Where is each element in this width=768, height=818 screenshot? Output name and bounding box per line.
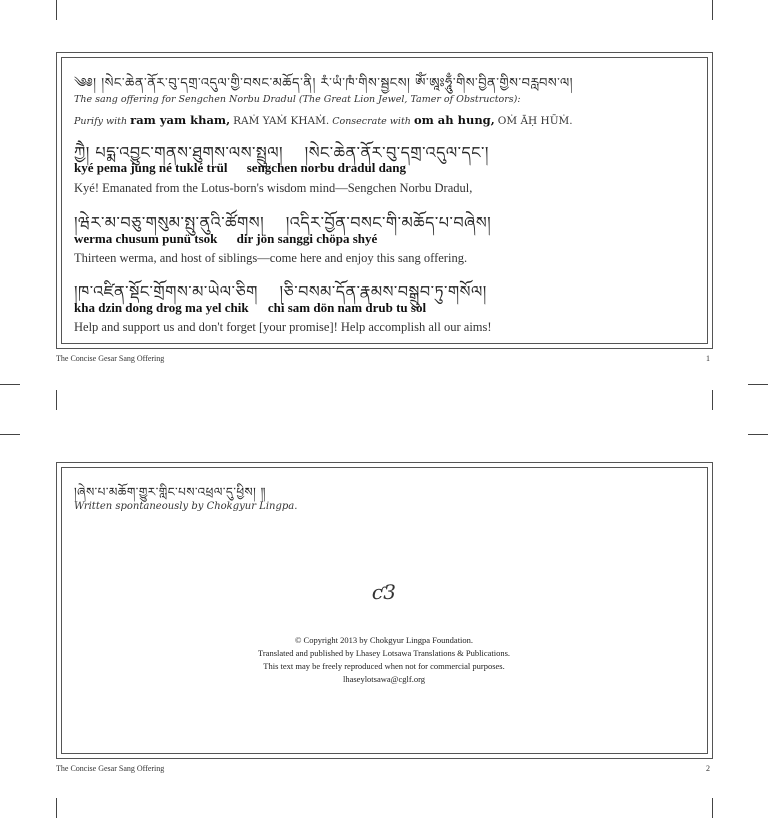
verse-1-transliteration [74, 160, 406, 176]
purify-intro: Purify with [74, 116, 128, 127]
crop-mark [56, 798, 57, 818]
verse-2-tibetan-b: །འདིར་བྱོན་བསང་གི་མཆོད་པ་བཞེས། [285, 213, 492, 232]
verse-3-tibetan-b: །ཅི་བསམ་དོན་རྣམས་བསྒྲུབ་ཏུ་གསོལ། [279, 282, 487, 301]
crop-mark [56, 390, 57, 410]
copyright-line: © Copyright 2013 by Chokgyur Lingpa Foundation. [294, 635, 474, 645]
verse-2-translit-b: dir jön sanggi chöpa shyé [236, 231, 378, 246]
reproduction-line: This text may be freely reproduced when not for commercial purposes. [263, 661, 505, 671]
verse-1-tibetan-b: །སེང་ཆེན་ནོར་བུ་དགྲ་འདུལ་དང་། [304, 143, 489, 162]
title-tibetan: ༄༅། །སེང་ཆེན་ནོར་བུ་དགྲ་འདུལ་གྱི་བསང་མཆོད་ནི། རཾ་ཡཾ་ཁཾ་གིས་སྦྱངས། ཨོཾ་ཨཱཿཧཱུྃ་གིས་བྱིན་གྱིས་བརླབས་ལ། [74, 76, 574, 91]
page-2-footer-title: The Concise Gesar Sang Offering [56, 764, 165, 773]
verse-1-tibetan-a: ཀྱཻ། པདྨ་འབྱུང་གནས་ཐུགས་ལས་སྤྲུལ། [74, 143, 284, 162]
crop-mark [56, 0, 57, 20]
crop-mark [712, 798, 713, 818]
consecrate-mantra: om ah hung, [413, 113, 495, 127]
ornament-glyph: ƈ3 [372, 580, 396, 604]
crop-mark [712, 390, 713, 410]
verse-1-translation: Kyé! Emanated from the Lotus-born's wisdom mind—Sengchen Norbu Dradul, [74, 181, 473, 195]
verse-3-transliteration [74, 300, 426, 316]
crop-mark [712, 0, 713, 20]
crop-mark [0, 384, 20, 385]
verse-1-translit-a: kyé pema jung né tuklé trül [74, 160, 228, 175]
page-2-number: 2 [706, 764, 710, 773]
crop-mark [748, 434, 768, 435]
verse-1-translit-b: sengchen norbu dradul dang [246, 160, 407, 175]
purify-consecrate-line [74, 113, 573, 127]
copyright-block [56, 634, 712, 686]
contact-email: lhaseylotsawa@cglf.org [342, 674, 426, 684]
colophon-tibetan: །ཞེས་པ་མཆོག་གྱུར་གླིང་པས་འཕྲལ་དུ་ཕྱིས། ༎ [74, 485, 266, 499]
purify-mantra-caps: RAṀ YAṀ KHAṀ. [233, 115, 330, 127]
consecrate-mantra-caps: OṀ ĀḤ HŪṀ. [497, 115, 573, 127]
verse-2-transliteration [74, 231, 377, 247]
colophon-english: Written spontaneously by Chokgyur Lingpa. [74, 501, 298, 512]
crop-mark [748, 384, 768, 385]
verse-3-tibetan-a: །ཁ་འཛིན་སྡོང་གྲོགས་མ་ཡེལ་ཅིག [74, 282, 258, 301]
verse-3-translation: Help and support us and don't forget [your promise]! Help accomplish all our aims! [74, 320, 492, 334]
page-1-number: 1 [706, 354, 710, 363]
verse-3-translit-a: kha dzin dong drog ma yel chik [74, 300, 249, 315]
verse-2-translation: Thirteen werma, and host of siblings—come here and enjoy this sang offering. [74, 251, 468, 265]
page-1-footer-title: The Concise Gesar Sang Offering [56, 354, 165, 363]
verse-2-tibetan-a: །ཝེར་མ་བཅུ་གསུམ་སྤུ་ནུའི་ཚོགས། [74, 213, 265, 232]
crop-mark [0, 434, 20, 435]
publisher-line: Translated and published by Lhasey Lotsawa Translations & Publications. [257, 648, 511, 658]
purify-mantra: ram yam kham, [130, 113, 231, 127]
verse-2-translit-a: werma chusum punü tsok [74, 231, 218, 246]
verse-3-translit-b: chi sam dön nam drub tu sol [267, 300, 427, 315]
consecrate-intro: Consecrate with [332, 116, 411, 127]
title-english: The sang offering for Sengchen Norbu Dradul (The Great Lion Jewel, Tamer of Obstructors): [74, 94, 521, 105]
